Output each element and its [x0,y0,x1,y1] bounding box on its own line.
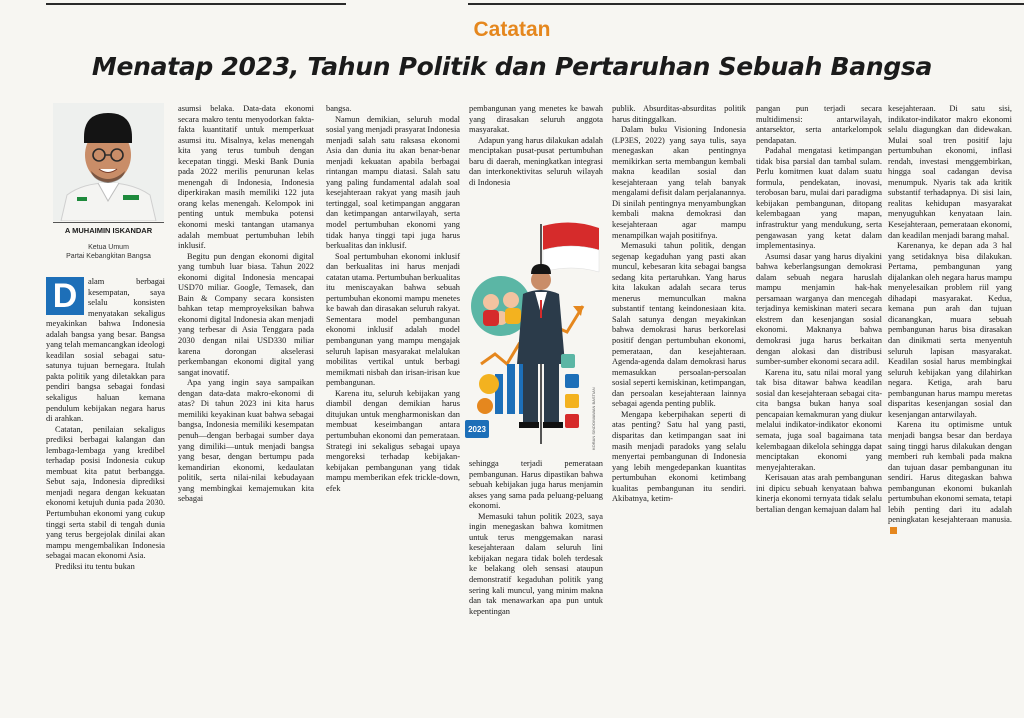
section-kicker: Catatan [473,18,551,41]
article-column-5 [612,104,746,505]
author-role-line2: Partai Kebangkitan Bangsa [66,253,151,260]
top-rule-right [468,3,1024,5]
paragraph: Asumsi dasar yang harus diyakini bahwa keberlangsungan demokrasi dalam sebuah negara haruslah mampu menjamin hak-hak persamaan warganya dan mencegah terjadinya kemiskinan materi secara ekstrem dan kesenjangan sosial ekonomi. Maknanya bahwa demokrasi juga harus berkaitan dengan alokasi dan distribusi sumber-sumber ekonomi secara adil. [756,251,882,367]
article-column-3 [326,104,460,494]
paragraph: pembangunan yang menetes ke bawah yang dirasakan seluruh anggota masyarakat. [469,104,603,135]
author-role [53,243,164,261]
article-headline: Menatap 2023, Tahun Politik dan Pertaruhan Sebuah Bangsa [91,52,933,81]
paragraph: asumsi belaka. Data-data ekonomi secara makro tentu menyodorkan fakta-fakta kuantitatif untuk memperkuat asumsi itu. Misalnya, kelas menengah kita yang terus tumbuh dengan kecepatan tinggi. Meski Bank Dunia pada 2022 merilis penurunan kelas menengah di Indonesia, Indonesia diperkirakan masih memiliki 122 juta orang kelas menengah. Kelompok ini penting untuk membuka potensi ekonomi meski tantangan utamanya adalah membuat pertumbuhan lebih inklusif. [178,104,314,251]
author-role-line1: Ketua Umum [88,244,129,251]
article-column-4-top [469,104,603,188]
author-name: A MUHAIMIN ISKANDAR [53,222,164,235]
top-rule-left [46,3,346,5]
paragraph: Apa yang ingin saya sampaikan dengan data-data makro-ekonomi di atas? Di tahun 2023 ini kita harus memiliki keyakinan kuat bahwa sebagai bangsa, Indonesia memiliki kesempatan penuh—dengan berbagai sumber daya yang dimiliki—untuk menjadi bangsa yang besar, dengan bertumpu pada kemandirian ekonomi, kedaulatan politik, serta nilai-nilai kebudayaan yang membingkai kemajemukan kita sebagai [178,378,314,504]
paragraph: Padahal mengatasi ketimpangan tidak bisa parsial dan tambal sulam. Perlu komitmen kuat dalam suatu formula, pendekatan, inovasi, terobosan baru, mulai dari paradigma kebijakan pembangunan, ditopang kelembagaan yang mapan, infrastruktur yang mendukung, serta pengawasan yang ketat dalam implementasinya. [756,146,882,251]
paragraph-lead [46,277,165,425]
paragraph: bangsa. [326,104,352,113]
paragraph: sehingga terjadi pemerataan pembangunan. Harus dipastikan bahwa sebuah kebijakan juga harus menjamin akses yang sama pada peluang-peluang ekonomi. [469,459,603,511]
paragraph: Prediksi itu tentu bukan [55,561,135,571]
paragraph: pangan pun terjadi secara multidimensi: antarwilayah, antarsektor, serta antarkelompok pendapatan. [756,104,882,145]
drop-cap: D [46,277,84,315]
illustration-year-label: 2023 [468,425,486,434]
article-column-7 [888,104,1012,536]
paragraph: Karena itu, seluruh kebijakan yang diambil dengan demikian harus ditujukan untuk mengharmoniskan dan membuat keseimbangan antara pertumbuhan ekonomi dan pemerataan. Strategi ini sekaligus sebagai upaya mengoreksi terhadap kebijakan-kebijakan pembangunan yang tidak mampu memberikan efek trickle-down, efek [326,388,460,493]
article-column-6 [756,104,882,515]
illustration-credit: KORAN SINDO/WAWAN BASTIAN [591,387,596,450]
paragraph: Karenanya, ke depan ada 3 hal yang setidaknya bisa dilakukan. Pertama, pembangunan yang dijalankan oleh negara harus mampu menyelesaikan problem riil yang dihadapi masyarakat. Kedua, kemana pun arah dan tujuan dicanangkan, muara sebuah pembangunan harus bisa dirasakan dan dinikmati serta menyentuh seluruh lapisan masyarakat. Keadilan sosial harus membingkai seluruh kebijakan yang dilahirkan negara. Ketiga, arah baru pembangunan harus mampu meretas disparitas kesenjangan sosial dan kesenjangan antarwilayah. [888,241,1012,419]
paragraph: Memasuki tahun politik 2023, saya ingin menegaskan bahwa komitmen untuk terus menggemakan narasi kesejahteraan dalam seluruh lini kebijakan negara tidak boleh terdesak ke belakang oleh sensasi ataupun demonstratif kegaduhan politik yang sering kali muncul, yang minim makna dan tak menawarkan apa pun untuk kepentingan [469,511,603,616]
paragraph: publik. Absurditas-absurditas politik harus ditinggalkan. [612,104,746,124]
paragraph: Kerisauan atas arah pembangunan ini dipicu sebuah kenyataan bahwa kinerja ekonomi ternyata tidak selalu bertalian dengan kemajuan dalam hal [756,473,882,514]
article-column-4-bottom [469,459,603,617]
paragraph: Catatan, penilaian sekaligus prediksi berbagai kalangan dan lembaga-lembaga yang kredibel terhadap posisi Indonesia cukup membuat kita patut berbangga. Sebut saja, Indonesia diprediksi menjadi negara dengan kekuatan ekonomi ketujuh dunia pada 2030. Pertumbuhan ekonomi yang cukup tinggi serta stabil di tengah dunia yang terus bergejolak dinilai akan mampu mengembalikan Indonesia sebagai macan ekonomi Asia. [46,424,165,561]
article-column-2 [178,104,314,505]
paragraph: Dalam buku Visioning Indonesia (LP3ES, 2022) yang saya tulis, saya menegaskan akan pentingnya memikirkan serta membangun kembali makna keadilan sosial dan kesejahteraan yang telah banyak mengalami defisit dalam perjalanannya. Di sinilah pentingnya menyambungkan kembali makna demokrasi dan kesejahteraan agar mampu menampilkan wajah positifnya. [612,125,746,240]
paragraph-text: alam berbagai kesempatan, saya selalu konsisten menyatakan sekaligus meyakinkan bahwa Indonesia adalah bangsa yang besar. Bangsa yang telah memancangkan ideologi keadilan sosial sebagai satu-satunya tujuan bernegara. Itulah pakta politik yang diletakkan para pendiri bangsa sebagai fondasi sekaligus haluan kemana pendulum kebijakan negara harus di arahkan. [46,277,165,424]
paragraph: Namun demikian, seluruh modal sosial yang menjadi prasyarat Indonesia menjadi salah satu raksasa ekonomi Asia dan dunia itu akan benar-benar menjadi kekuatan apabila berbagai rintangan mampu diatasi. Salah satu yang paling fundamental adalah soal kesejahteraan rakyat yang masih jauh tertinggal, soal ketimpangan anggaran dan ketimpangan antarwilayah, serta model pertumbuhan ekonomi yang tidak hanya tinggi tapi juga harus berkualitas dan inklusif. [326,114,460,251]
paragraph: Mengapa keberpihakan seperti di atas penting? Satu hal yang pasti, disparitas dan ketimpangan saat ini masih menjadi paradoks yang selalu menyertai pembangunan di Indonesia yang lebih mengedepankan kuantitas pertumbuhan ekonomi ketimbang kualitas pembangunan itu sendiri. Akibatnya, ketim- [612,409,746,504]
paragraph: Karena itu, satu nilai moral yang tak bisa ditawar bahwa keadilan sosial dan kesejahteraan sebagai cita-cita bangsa bukan hanya soal pencapaian kemakmuran yang diukur melalui indikator-indikator ekonomi semata, juga soal bagaimana tata kelembagaan dikelola sehingga dapat menciptakan ekonomi yang menyejahterakan. [756,367,882,472]
paragraph: kesejahteraan. Di satu sisi, indikator-indikator makro ekonomi selalu diagungkan dan didewakan. Mulai soal tren positif laju pertumbuhan ekonomi, inflasi rendah, investasi menggembirkan, hingga soal cadangan devisa menumpuk. Nyaris tak ada kritik substantif terhadapnya. Di sisi lain, realitas kehidupan masyarakat menyuguhkan kenyataan lain. Kesejahteraan, pemerataan ekonomi, dan keadilan menjadi barang mahal. [888,104,1012,240]
paragraph: Memasuki tahun politik, dengan segenap kegaduhan yang pasti akan muncul, kebesaran kita sebagai bangsa sedang kita pertaruhkan. Yang harus kita lakukan adalah secara terus menerus memunculkan makna substantif tentang keindonesiaan kita. Salah satunya dengan meyakinkan bahwa demokrasi harus berkorelasi positif dengan pertumbuhan ekonomi, pemerataan, dan kesejahteraan. Agenda-agenda dalam demokrasi harus memasukkan persoalan-persoalan sosial seperti kemiskinan, ketimpangan, dan persoalan kesejahteraan lainnya sebagai agenda penting publik. [612,241,746,409]
paragraph-text: Karena itu optimisme untuk menjadi bangsa besar dan berdaya saing tinggi harus dilakukan dengan memberi ruh kembali pada makna dan tujuan dasar pembangunan itu sendiri. Harus ditegaskan bahwa pembangunan ekonomi bukanlah pertumbuhan ekonomi semata, tetapi lebih penting dari itu adalah peningkatan kesejahteraan manusia. [888,420,1012,525]
paragraph-final [888,420,1012,536]
paragraph: Begitu pun dengan ekonomi digital yang tumbuh luar biasa. Tahun 2022 ekonomi digital Indonesia mencapai USD70 miliar. Google, Temasek, dan Bain & Company secara konsisten bahkan tetap memproyeksikan bahwa ekonomi digital Indonesia akan menjadi yang terbesar di Asia Tenggara pada 2030 dengan nilai USD330 miliar karena dorongan akselerasi perkembangan ekonomi digital yang sangat inovatif. [178,251,314,377]
end-mark-icon [890,527,897,534]
author-photo [53,103,164,221]
article-column-1 [46,277,165,572]
paragraph: Soal pertumbuhan ekonomi inklusif dan berkualitas ini harus menjadi catatan utama. Pertumbuhan berkualitas itu meniscayakan bahwa sebuah pertumbuhan ekonomi mampu menetes ke bawah dan dirasakan seluruh rakyat. Sementara model pembangunan ekonomi inklusif adalah model pembangunan yang mampu mengajak seluruh lapisan masyarakat melalukan mobilitas vertikal untuk berbagi memikmati nisbah dan irisan-irisan kue pembangunan. [326,251,460,388]
article-illustration [461,214,601,454]
paragraph: Adapun yang harus dilakukan adalah menciptakan pusat-pusat pertumbuhan baru di daerah, meningkatkan integrasi dan interkonektivitas seluruh wilayah di Indonesia [469,135,603,187]
